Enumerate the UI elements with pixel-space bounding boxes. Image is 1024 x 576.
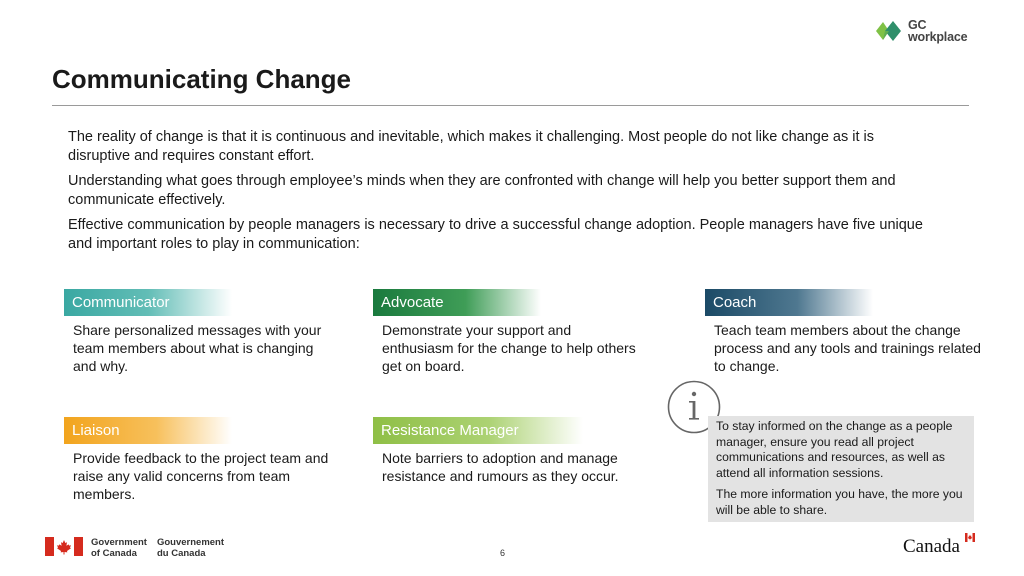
role-coach-label: Coach [705,289,873,316]
government-of-canada-signature [45,537,224,559]
page-title: Communicating Change [52,64,352,94]
gc-workplace-leaf-icon [873,18,905,44]
gov-en-line-1: Government [91,537,147,548]
role-communicator-desc: Share personalized messages with your team members about what is changing and why. [73,322,322,374]
role-resistance-manager [373,417,643,485]
canada-wordmark [903,536,960,558]
role-coach [705,289,985,375]
info-callout-paragraph-2: The more information you have, the more you will be able to share. [716,487,963,517]
intro-paragraph-2: Understanding what goes through employee’s minds when they are confronted with change will help you better support them and communicate effectively. [68,173,896,208]
role-advocate-desc: Demonstrate your support and enthusiasm for the change to help others get on board. [382,322,636,374]
role-communicator-label: Communicator [64,289,232,316]
logo-line-2: workplace [908,30,968,44]
role-coach-desc: Teach team members about the change process and any tools and trainings related to change. [714,322,981,374]
gov-fr-line-2: du Canada [156,548,206,559]
role-liaison-label: Liaison [64,417,232,444]
info-callout [708,416,974,522]
role-liaison [64,417,334,503]
role-resistance-manager-desc: Note barriers to adoption and manage resistance and rumours as they occur. [382,450,619,484]
intro-paragraph-3: Effective communication by people managers is necessary to drive a successful change adoption. People managers have five unique and important roles to play in communication: [68,217,923,252]
title-divider [52,105,969,106]
logo-line-1: GC [908,18,927,32]
gov-en-line-2: of Canada [91,548,137,559]
intro-text [68,128,938,260]
canada-wordmark-text: Canada [903,536,960,557]
info-callout-paragraph-1: To stay informed on the change as a people manager, ensure you read all project communications and resources, as well as attend all information sessions. [716,419,953,480]
intro-paragraph-1: The reality of change is that it is continuous and inevitable, which makes it challenging. Most people do not like change as it is disruptive and requires constant effort. [68,129,875,164]
page-number: 6 [500,548,506,558]
wordmark-flag-icon [965,533,975,542]
gc-workplace-logo [873,16,983,46]
role-resistance-manager-label: Resistance Manager [373,417,583,444]
role-liaison-desc: Provide feedback to the project team and raise any valid concerns from team members. [73,450,329,502]
role-communicator [64,289,334,375]
canada-flag-icon [45,537,83,556]
role-advocate [373,289,643,375]
gov-fr-line-1: Gouvernement [156,537,225,548]
role-advocate-label: Advocate [373,289,541,316]
